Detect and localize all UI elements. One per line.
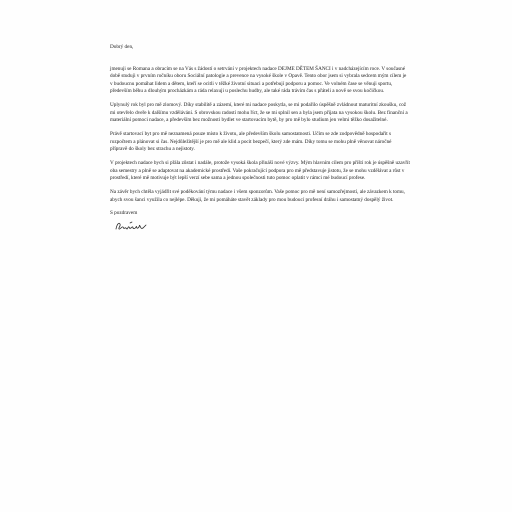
signature-scribble bbox=[114, 220, 148, 232]
letter-paragraph-1: jmenuji se Romana a obracím se na Vás s žádostí o setrvání v projektech nadace DEJME DĚTEM ŠANCI i v nadcházejícím roce. V současné době studuji v prvním ročníku oboru Sociální patologie a prevence na vysoké škole v Opavě. Tento obor jsem si vybrala sedcem mým cílem je v budoucnu pomáhat lidem a dětem, kteří se ocitli v těžké životní situaci a potřebují podporu a pomoc. Ve volném čase se věnuji sportu, především běhu a dlouhým procházkám a ráda relaxuji u poslechu hudby, ale také ráda trávím čas s přáteli a nově se svou kočičkou. bbox=[110, 65, 407, 95]
letter-paragraph-2: Uplynulý rok byl pro mě zlomový. Díky stabilitě a zázemí, které mi nadace poskytla, se mi podařilo úspěšně zvládnout maturitní zkoušku, což mi otevřelo dveře k dalšímu vzdělávání. S obrovskou radostí mohu říct, že se mi splnil sen a byla jsem přijata na vysokou školu. Bez finanční a materiální pomoci nadace, a především bez možnosti bydlet ve startovacím bytě, by pro mě bylo studium jen velmi těžko dosažitelné. bbox=[110, 102, 408, 124]
letter-paragraph-3: Právě startovací byt pro mě neznamená pouze místo k životu, ale především školu samostatnosti. Učím se zde zodpovědně hospodařit s rozpočtem a plánovat si čas. Nejdůležitější je pro mě ale klid a pocit bezpečí, který zde mám. Díky tomu se mohu plně věnovat náročné přípravě do školy bez strachu a nejistoty. bbox=[110, 131, 392, 153]
letter-closing: S pozdravem bbox=[110, 210, 138, 217]
letter-paragraph-5: Na závěr bych chtěla vyjádřit své poděkování týmu nadace i všem sponzorům. Vaše pomoc pro mě není samozřejmostí, ale závazkem k tomu, abych svou šanci využila co nejlépe. Děkuji, že mi pomáháte stavět základy pro mou budoucí profesní dráhu i samostatný dospělý život. bbox=[110, 189, 405, 203]
letter-paragraph-4: V projektech nadace bych si přála zůstat i nadále, protože vysoká škola přináší nové výzvy. Mým hlavním cílem pro příští rok je úspěšně uzavřít oba semestry a plně se adaptovat na akademické prostředí. Vaše pokračující podpora pro mě představuje jistotu, že se mohu vzdělávat a růst v prostředí, které mě motivuje být lepší verzí sebe sama a jednou společnosti tuto pomoc oplatit v rámci mé budoucí profese. bbox=[110, 160, 410, 182]
handwritten-signature bbox=[114, 220, 148, 232]
letter-body bbox=[110, 44, 410, 236]
letter-greeting: Dobrý den, bbox=[110, 44, 134, 50]
